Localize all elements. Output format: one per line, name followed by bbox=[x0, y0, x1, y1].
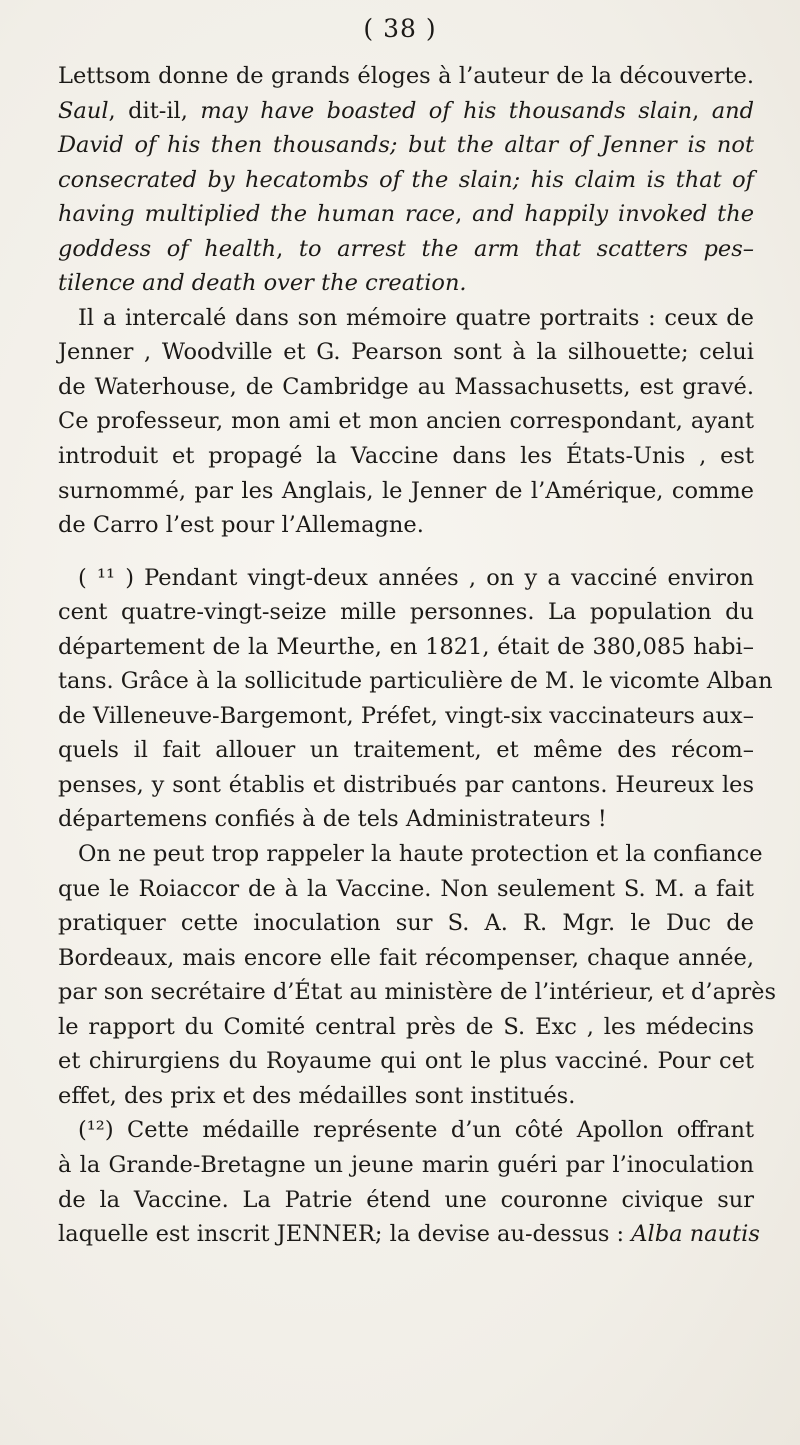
body-text bbox=[58, 59, 777, 1252]
text-segment: penses, y sont établis et distribués par cantons. Heureux les bbox=[58, 771, 754, 798]
text-line bbox=[58, 941, 754, 976]
text-segment: Bordeaux, mais encore elle fait récompenser, chaque année, bbox=[58, 944, 754, 971]
text-segment: et chirurgiens du Royaume qui ont le plus vacciné. Pour cet bbox=[58, 1048, 754, 1075]
italic-segment: may have boasted of his thousands slain bbox=[200, 97, 693, 124]
text-line bbox=[58, 975, 777, 1010]
italic-segment: David of his then thousands; but the altar of Jenner is not bbox=[58, 132, 754, 159]
paragraph-protection bbox=[58, 837, 777, 1113]
text-line bbox=[58, 733, 754, 768]
text-line bbox=[58, 561, 754, 596]
text-segment: On ne peut trop rappeler la haute protection et la confiance bbox=[78, 841, 763, 868]
text-line bbox=[58, 474, 754, 509]
italic-segment: to arrest the arm that scatters pes– bbox=[298, 235, 754, 262]
text-segment: Jenner , Woodville et G. Pearson sont à la silhouette; celui bbox=[58, 339, 754, 366]
text-line bbox=[58, 906, 754, 941]
text-segment: , bbox=[692, 97, 712, 124]
paragraph-portraits bbox=[58, 301, 754, 543]
text-line bbox=[58, 301, 754, 336]
text-segment: Il a intercalé dans son mémoire quatre portraits : ceux de bbox=[78, 304, 754, 331]
text-segment: par son secrétaire d’État au ministère de l’intérieur, et d’après bbox=[58, 979, 777, 1006]
text-line bbox=[58, 404, 754, 439]
italic-segment: having multiplied the human race bbox=[58, 201, 456, 228]
text-line bbox=[58, 630, 754, 665]
text-line bbox=[58, 266, 754, 301]
text-segment: de Villeneuve-Bargemont, Préfet, vingt-six vaccinateurs aux– bbox=[58, 702, 754, 729]
italic-segment: and bbox=[711, 97, 754, 124]
page-number: ( 38 ) bbox=[363, 14, 437, 43]
text-segment: de Waterhouse, de Cambridge au Massachusetts, est gravé. bbox=[58, 373, 754, 400]
paragraph-lettsom bbox=[58, 59, 754, 301]
text-line bbox=[58, 1183, 754, 1218]
text-segment: à la Grande-Bretagne un jeune marin guéri par l’inoculation bbox=[58, 1151, 754, 1178]
text-line bbox=[58, 768, 754, 803]
text-segment: le rapport du Comité central près de S. Exc , les médecins bbox=[58, 1013, 754, 1040]
text-line bbox=[58, 802, 754, 837]
text-line bbox=[58, 439, 754, 474]
paragraph-note12 bbox=[58, 1113, 760, 1251]
paragraph-gap bbox=[58, 543, 754, 561]
italic-segment: consecrated by hecatombs of the slain; his claim is that of bbox=[58, 166, 754, 193]
text-line bbox=[58, 1044, 754, 1079]
text-segment: de la Vaccine. La Patrie étend une couronne civique sur bbox=[58, 1186, 754, 1213]
text-segment: que le Roiaccor de à la Vaccine. Non seulement S. M. a fait bbox=[58, 875, 754, 902]
text-line bbox=[58, 59, 754, 94]
text-line bbox=[58, 1113, 754, 1148]
text-segment: cent quatre-vingt-seize mille personnes. La population du bbox=[58, 599, 754, 626]
text-line bbox=[58, 128, 754, 163]
text-segment: , dit-il, bbox=[108, 97, 201, 124]
italic-segment: Saul bbox=[58, 97, 109, 124]
text-line bbox=[58, 699, 754, 734]
text-line bbox=[58, 197, 754, 232]
text-segment: Ce professeur, mon ami et mon ancien correspondant, ayant bbox=[58, 408, 754, 435]
text-segment: tans. Grâce à la sollicitude particulière de M. le vicomte Alban bbox=[58, 668, 773, 695]
text-segment: introduit et propagé la Vaccine dans les États-Unis , est bbox=[58, 443, 754, 470]
text-segment: quels il fait allouer un traitement, et même des récom– bbox=[58, 737, 754, 764]
text-line bbox=[58, 94, 754, 129]
text-segment: de Carro l’est pour l’Allemagne. bbox=[58, 512, 424, 539]
text-line bbox=[58, 872, 754, 907]
text-segment: département de la Meurthe, en 1821, était de 380,085 habi– bbox=[58, 633, 754, 660]
text-segment: surnommé, par les Anglais, le Jenner de l’Amérique, comme bbox=[58, 477, 754, 504]
text-segment: ( ¹¹ ) Pendant vingt-deux années , on y a vacciné environ bbox=[78, 564, 754, 591]
text-line bbox=[58, 595, 754, 630]
text-line bbox=[58, 335, 754, 370]
text-segment: pratiquer cette inoculation sur S. A. R. Mgr. le Duc de bbox=[58, 910, 754, 937]
text-line bbox=[58, 1148, 754, 1183]
text-line bbox=[58, 1217, 760, 1252]
text-line bbox=[58, 508, 754, 543]
text-line bbox=[58, 1079, 754, 1114]
italic-segment: Alba nautis bbox=[631, 1221, 760, 1248]
text-segment: laquelle est inscrit JENNER; la devise au-dessus : bbox=[58, 1221, 632, 1248]
italic-segment: and happily invoked the bbox=[472, 201, 755, 228]
text-line bbox=[58, 837, 763, 872]
italic-segment: goddess of health bbox=[58, 235, 277, 262]
text-line bbox=[58, 1010, 754, 1045]
text-segment: , bbox=[276, 235, 299, 262]
text-segment: , bbox=[455, 201, 473, 228]
text-segment: départemens confiés à de tels Administrateurs ! bbox=[58, 806, 607, 833]
text-segment: (¹²) Cette médaille représente d’un côté Apollon offrant bbox=[78, 1117, 754, 1144]
text-segment: Lettsom donne de grands éloges à l’auteur de la découverte. bbox=[58, 63, 754, 89]
text-line bbox=[58, 163, 754, 198]
text-segment: effet, des prix et des médailles sont institués. bbox=[58, 1082, 576, 1109]
text-line bbox=[58, 664, 773, 699]
paragraph-note11 bbox=[58, 561, 773, 837]
text-line bbox=[58, 370, 754, 405]
italic-segment: tilence and death over the creation. bbox=[58, 270, 467, 297]
text-line bbox=[58, 232, 754, 267]
